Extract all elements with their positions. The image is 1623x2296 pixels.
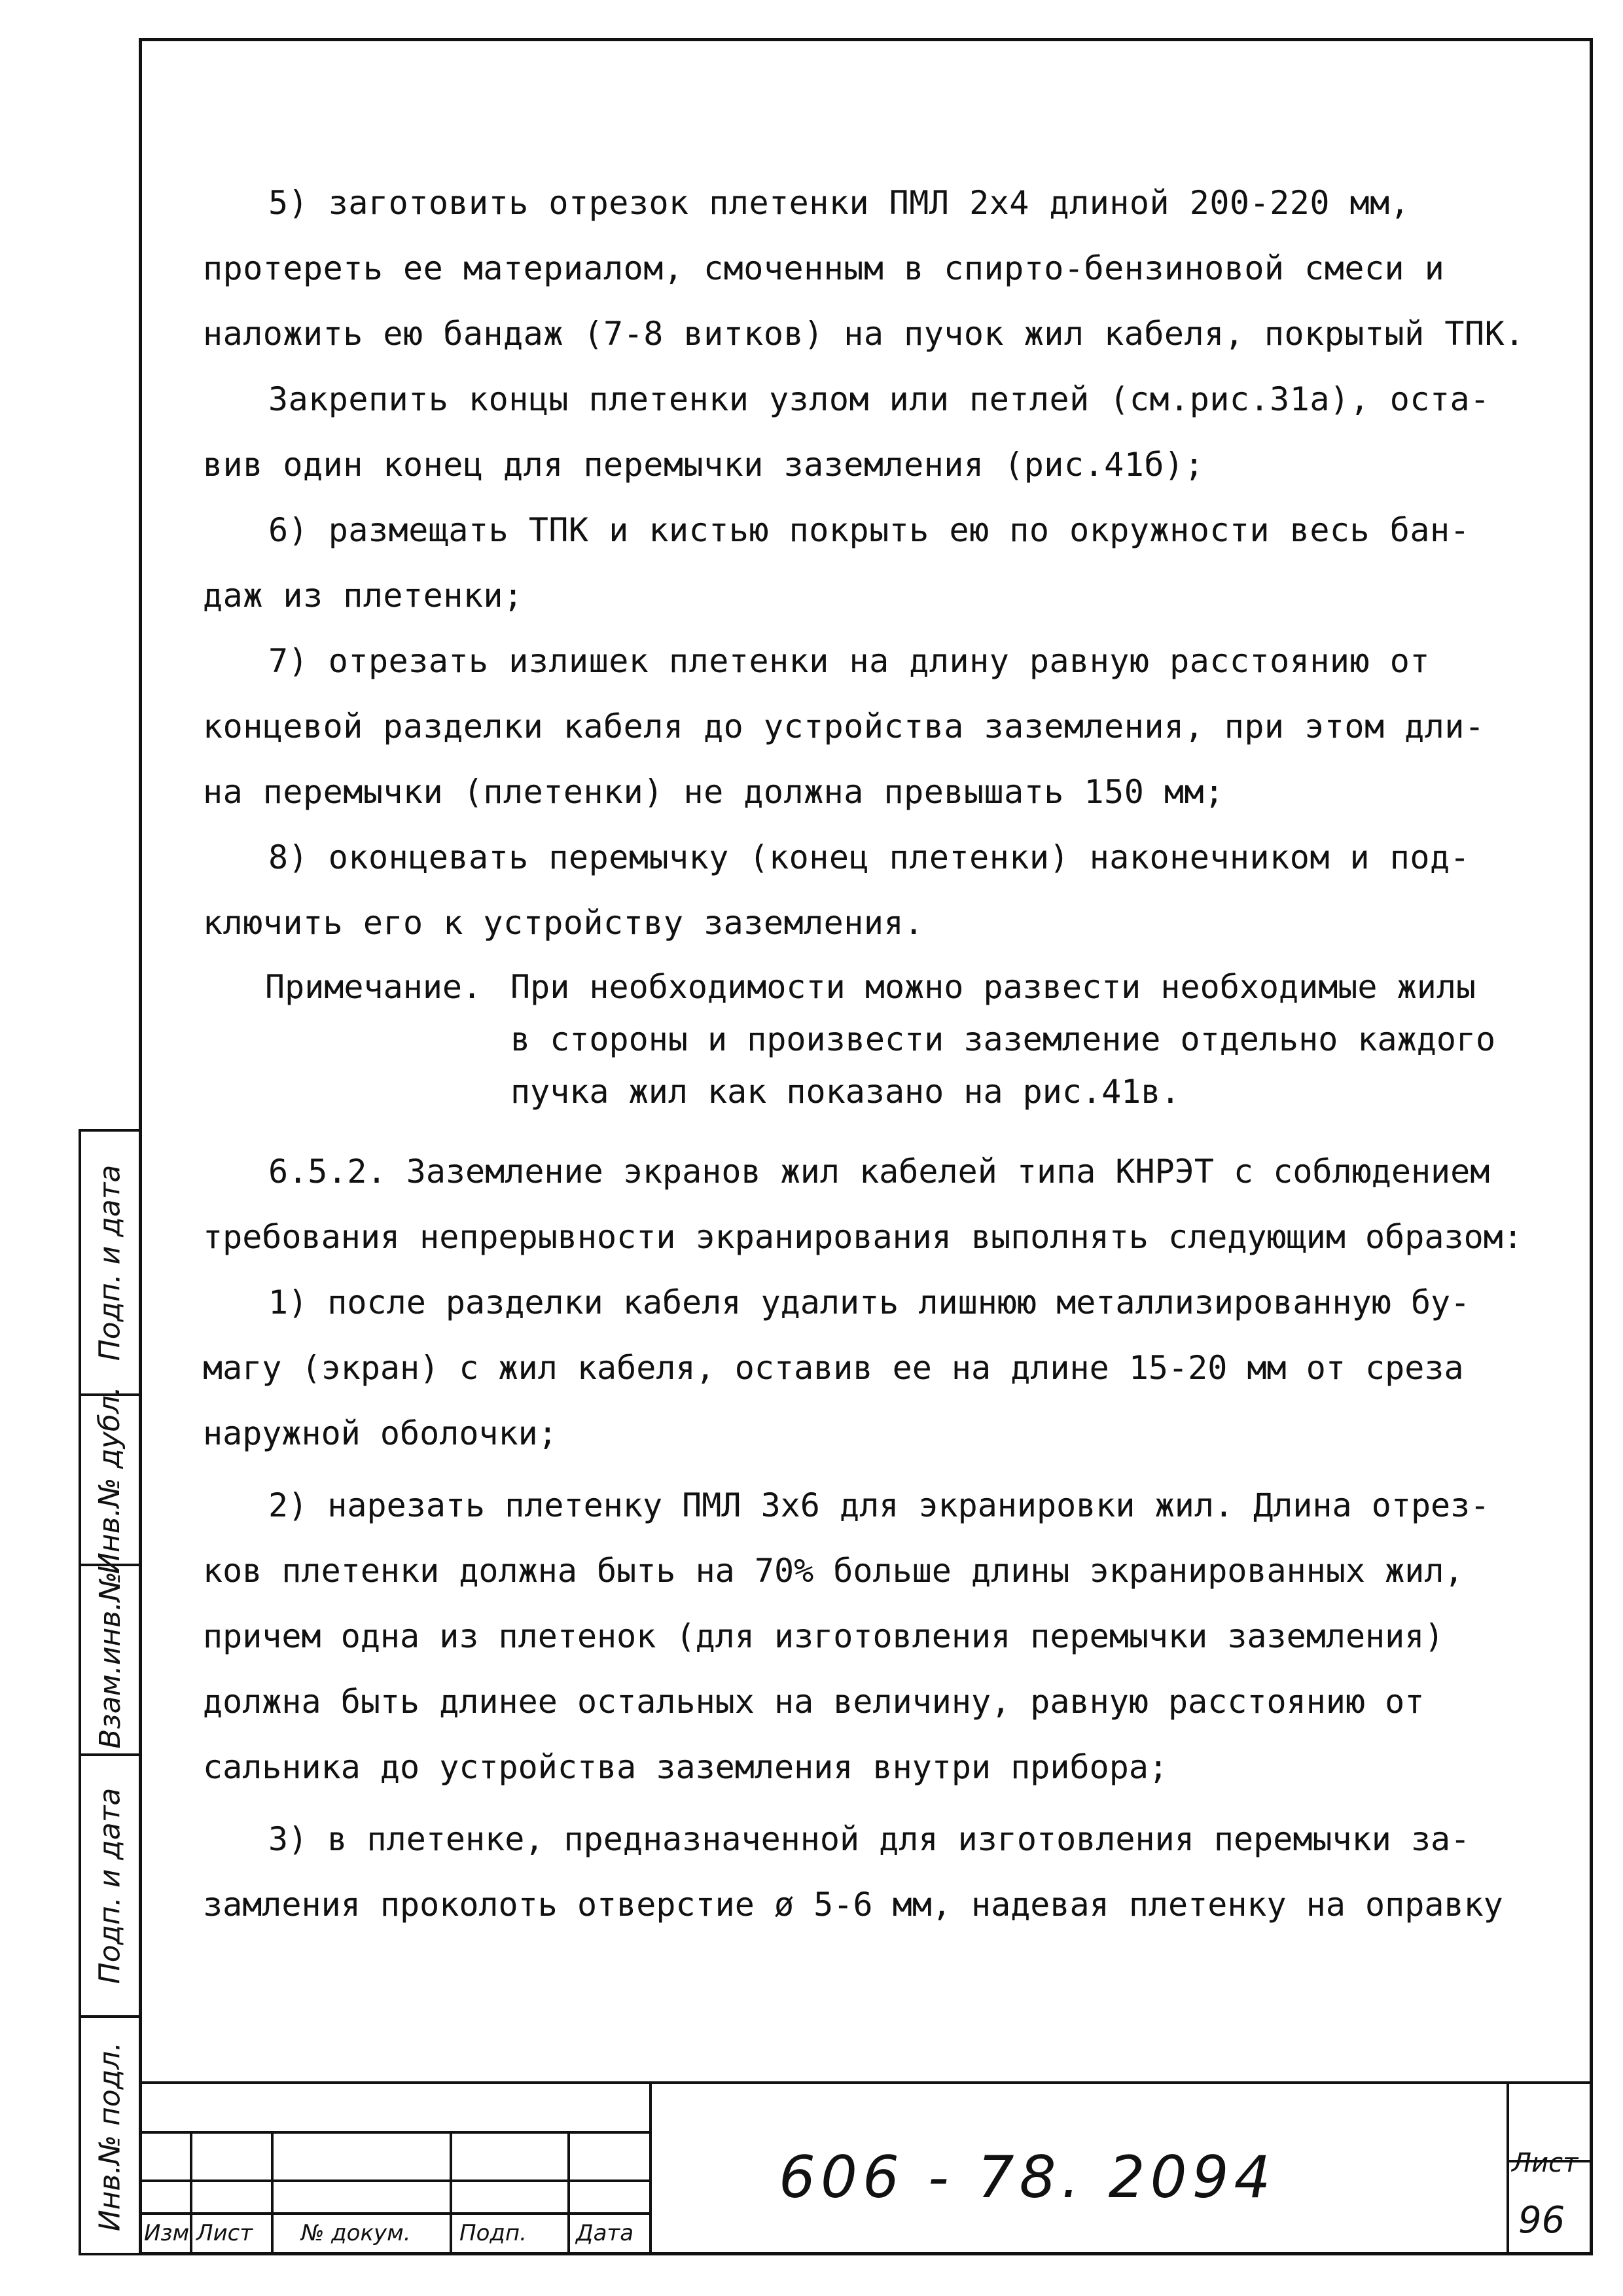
note-line-2: в стороны и произвести заземление отдельно каждого [510,1020,1496,1058]
item-5-line-3: наложить ею бандаж (7-8 витков) на пучок жил кабеля, покрытый ТПК. [203,315,1525,353]
title-block-col-rule-2 [271,2131,274,2255]
col-header-change: Изм [144,2220,190,2246]
document-number: 606 - 78. 2094 [779,2144,1276,2211]
note-text [510,961,1558,1118]
col-header-sheet: Лист [196,2220,253,2246]
item-7-line-2: концевой разделки кабеля до устройства заземления, при этом дли- [203,708,1485,745]
step-2-line-3: причем одна из плетенок (для изготовления перемычки заземления) [203,1617,1444,1655]
strip-cell-sign-date-2: Подп. и дата [81,1753,139,2015]
title-block-col-rule-1 [190,2131,192,2255]
note-line-3: пучка жил как показано на рис.41в. [510,1073,1181,1111]
step-3-line-2: замления проколоть отверстие ø 5-6 мм, надевая плетенку на оправку [203,1886,1503,1924]
sheet-number: 96 [1518,2199,1565,2242]
strip-cell-dup-inv: Инв.№ дубл. [81,1393,139,1564]
title-block-col-rule-4 [567,2131,570,2255]
note-label: Примечание. [265,968,482,1006]
step-2-line-2: ков плетенки должна быть на 70% больше длины экранированных жил, [203,1552,1464,1590]
sheet-label: Лист [1512,2148,1578,2178]
step-2-line-5: сальника до устройства заземления внутри прибора; [203,1748,1169,1786]
col-header-doc-number: № докум. [301,2220,411,2246]
title-block-col-rule-6 [1507,2081,1509,2255]
step-2-line-1: 2) нарезать плетенку ПМЛ 3х6 для экранировки жил. Длина отрез- [268,1486,1490,1524]
item-7-line-1: 7) отрезать излишек плетенки на длину равную расстоянию от [268,642,1430,680]
section-heading-line-1: 6.5.2. Заземление экранов жил кабелей типа КНРЭТ с соблюдением [268,1153,1490,1191]
step-3-line-1: 3) в плетенке, предназначенной для изготовления перемычки за- [268,1820,1471,1858]
col-header-signature: Подп. [459,2220,527,2246]
title-block-row-rule-3 [139,2212,649,2215]
item-8-line-1: 8) оконцевать перемычку (конец плетенки) наконечником и под- [268,838,1471,876]
title-block-col-rule-3 [450,2131,452,2255]
title-block-top-rule [139,2081,1593,2084]
col-header-date: Дата [576,2220,634,2246]
step-1-line-3: наружной оболочки; [203,1414,558,1452]
item-7-line-3: на перемычки (плетенки) не должна превышать 150 мм; [203,773,1224,811]
item-5-line-2: протереть ее материалом, смоченным в спирто-бензиновой смеси и [203,249,1445,287]
fix-ends-line-1: Закрепить концы плетенки узлом или петлей (см.рис.31а), оста- [268,380,1490,418]
strip-cell-sign-date-1: Подп. и дата [93,1164,127,1361]
strip-cell-orig-inv: Инв.№ подл. [81,2015,139,2255]
title-block-row-rule-2 [139,2179,649,2182]
side-stamp-strip [79,1129,139,2255]
note-line-1: При необходимости можно развести необходимые жилы [510,968,1476,1006]
section-heading-line-2: требования непрерывности экранирования выполнять следующим образом: [203,1218,1523,1256]
item-6-line-2: даж из плетенки; [203,577,524,615]
item-8-line-2: ключить его к устройству заземления. [203,904,924,942]
fix-ends-line-2: вив один конец для перемычки заземления (рис.41б); [203,446,1205,484]
title-block-col-rule-5 [649,2081,652,2255]
strip-cell-repl-inv: Взам.инв.№ [81,1564,139,1753]
item-5-line-1: 5) заготовить отрезок плетенки ПМЛ 2х4 длиной 200-220 мм, [268,184,1410,222]
item-6-line-1: 6) размещать ТПК и кистью покрыть ею по окружности весь бан- [268,511,1471,549]
section-6-5-2 [203,1139,1577,1937]
step-1-line-1: 1) после разделки кабеля удалить лишнюю металлизированную бу- [268,1283,1471,1321]
main-text-block [203,170,1577,956]
step-1-line-2: магу (экран) с жил кабеля, оставив ее на длине 15-20 мм от среза [203,1349,1464,1387]
title-block-row-rule-1 [139,2131,649,2134]
step-2-line-4: должна быть длинее остальных на величину, равную расстоянию от [203,1683,1425,1721]
